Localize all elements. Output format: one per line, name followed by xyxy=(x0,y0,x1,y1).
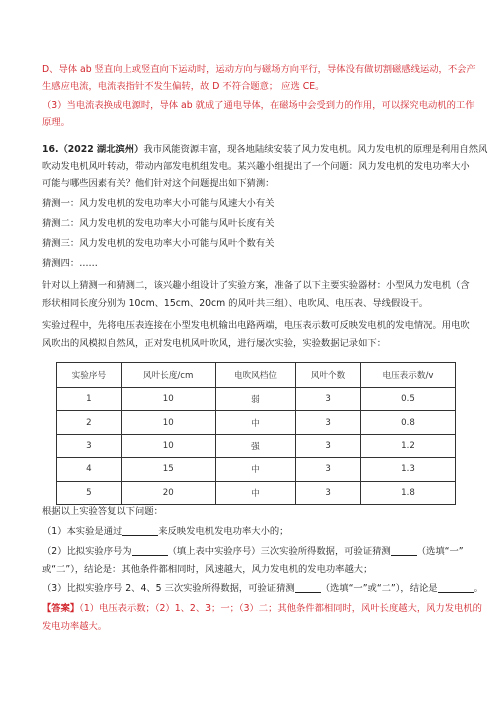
answer-line-cont: 发电功率越大。 xyxy=(42,621,108,632)
table-header-row xyxy=(57,363,456,388)
table-cell: 3 xyxy=(296,434,361,457)
table-header-cell: 实验序号 xyxy=(57,363,122,388)
data-table xyxy=(56,362,456,505)
table-cell: 1 xyxy=(57,388,122,411)
plan-line: 针对以上猜测一和猜测二，该兴趣小组设计了实验方案，准备了以下主要实验器材：小型风力发电机（含 xyxy=(42,280,470,291)
table-cell: 10 xyxy=(121,434,215,457)
procedure-line: 实验过程中，先将电压表连接在小型发电机输出电路两端，电压表示数可反映发电机的发电情况。用电吹 xyxy=(42,320,470,331)
table-row xyxy=(57,481,456,504)
table-header-cell: 电吹风档位 xyxy=(215,363,295,388)
prev-answer-line: D、导体 ab 竖直向上或竖直向下运动时，运动方向与磁场方向平行，导体没有做切割磁感线运动，不会产 xyxy=(42,64,476,75)
table-cell: 3 xyxy=(296,481,361,504)
plan-line: 形状相同长度分别为 10cm、15cm、20cm 的风叶共三组）、电吹风、电压表、导线假设干。 xyxy=(42,298,429,309)
answer-blank xyxy=(438,582,474,593)
sub-q1-text: 来反映发电机发电功率大小的； xyxy=(158,526,289,537)
sub-q3-text: （3）比拟实验序号 2、4、5 三次实验所得数据，可验证猜测 xyxy=(42,583,295,594)
table-cell: 弱 xyxy=(215,388,295,411)
table-cell: 3 xyxy=(296,458,361,481)
sub-q2-text: （选填“一” xyxy=(416,546,464,557)
sub-question-2 xyxy=(42,545,464,558)
prev-answer-line: （3）当电流表换成电源时，导体 ab 就成了通电导体，在磁场中会受到力的作用，可以探究电动机的工作 xyxy=(42,100,475,111)
table-cell: 3 xyxy=(296,411,361,434)
table-header-cell: 风叶个数 xyxy=(296,363,361,388)
table-cell: 1.3 xyxy=(360,458,455,481)
question-header xyxy=(42,143,487,156)
table-cell: 1.2 xyxy=(360,434,455,457)
sub-question-2-cont: 或“二”），结论是：其他条件都相同时，风速越大，风力发电机的发电功率越大； xyxy=(42,564,373,575)
table-cell: 2 xyxy=(57,411,122,434)
sub-q3-text: （选填“一”或“二”），结论是 xyxy=(320,583,438,594)
sub-q1-text: （1）本实验是通过 xyxy=(42,526,123,537)
question-source: （2022 湖北滨州） xyxy=(58,144,144,155)
sub-questions-lead: 根据以上实验答复以下问题： xyxy=(42,506,163,517)
table-cell: 中 xyxy=(215,458,295,481)
question-intro-line: 吹动发电机风叶转动，带动内部发电机组发电。某兴趣小组提出了一个问题：风力发电机的发电功率大小 xyxy=(42,161,470,172)
sub-q2-text: （填上表中实验序号）三次实验所得数据，可验证猜测 xyxy=(167,546,391,557)
table-row xyxy=(57,458,456,481)
sub-question-1 xyxy=(42,525,288,538)
question-intro: 我市风能资源丰富，现各地陆续安装了风力发电机。风力发电机的原理是利用自然风 xyxy=(143,144,488,155)
question-intro-line: 可能与哪些因素有关？他们针对这个问题提出如下猜测： xyxy=(42,178,275,189)
guess-two: 猜测二：风力发电机的发电功率大小可能与风叶长度有关 xyxy=(42,218,275,229)
table-cell: 15 xyxy=(121,458,215,481)
sub-q3-text: 。 xyxy=(473,583,483,594)
guess-one: 猜测一：风力发电机的发电功率大小可能与风速大小有关 xyxy=(42,198,275,209)
table-row xyxy=(57,434,456,457)
prev-answer-line: 原理。 xyxy=(42,117,70,128)
table-cell: 10 xyxy=(121,388,215,411)
table-header-cell: 电压表示数/v xyxy=(360,363,455,388)
table-cell: 0.8 xyxy=(360,411,455,434)
answer-blank xyxy=(391,545,417,556)
answer-text: （1）电压表示数；（2）1、2、3；一；（3）二；其他条件都相同时，风叶长度越大，风力发电机的 xyxy=(79,603,482,614)
table-header-cell: 风叶长度/cm xyxy=(121,363,215,388)
table-cell: 中 xyxy=(215,411,295,434)
table-cell: 5 xyxy=(57,481,122,504)
table-cell: 20 xyxy=(121,481,215,504)
prev-answer-line: 生感应电流，电流表指针不发生偏转，故 D 不符合题意； 应选 CE。 xyxy=(42,81,325,92)
table-cell: 3 xyxy=(57,434,122,457)
procedure-line: 风吹出的风模拟自然风，正对发电机风叶吹风，进行屡次实验，实验数据记录如下： xyxy=(42,338,386,349)
question-number: 16. xyxy=(42,144,59,155)
table-cell: 10 xyxy=(121,411,215,434)
table-cell: 中 xyxy=(215,481,295,504)
table-row xyxy=(57,411,456,434)
sub-question-3 xyxy=(42,582,483,595)
answer-blank xyxy=(295,582,321,593)
table-cell: 3 xyxy=(296,388,361,411)
sub-q2-text: （2）比拟实验序号为 xyxy=(42,546,132,557)
answer-blank xyxy=(132,545,168,556)
answer-blank xyxy=(122,525,158,536)
answer-tag: 【答案】 xyxy=(42,603,80,614)
table-cell: 0.5 xyxy=(360,388,455,411)
table-cell: 1.8 xyxy=(360,481,455,504)
answer-line xyxy=(42,602,482,615)
table-row xyxy=(57,388,456,411)
table-cell: 4 xyxy=(57,458,122,481)
table-cell: 强 xyxy=(215,434,295,457)
guess-three: 猜测三：风力发电机的发电功率大小可能与风叶个数有关 xyxy=(42,238,275,249)
guess-four: 猜测四：…… xyxy=(42,258,98,269)
